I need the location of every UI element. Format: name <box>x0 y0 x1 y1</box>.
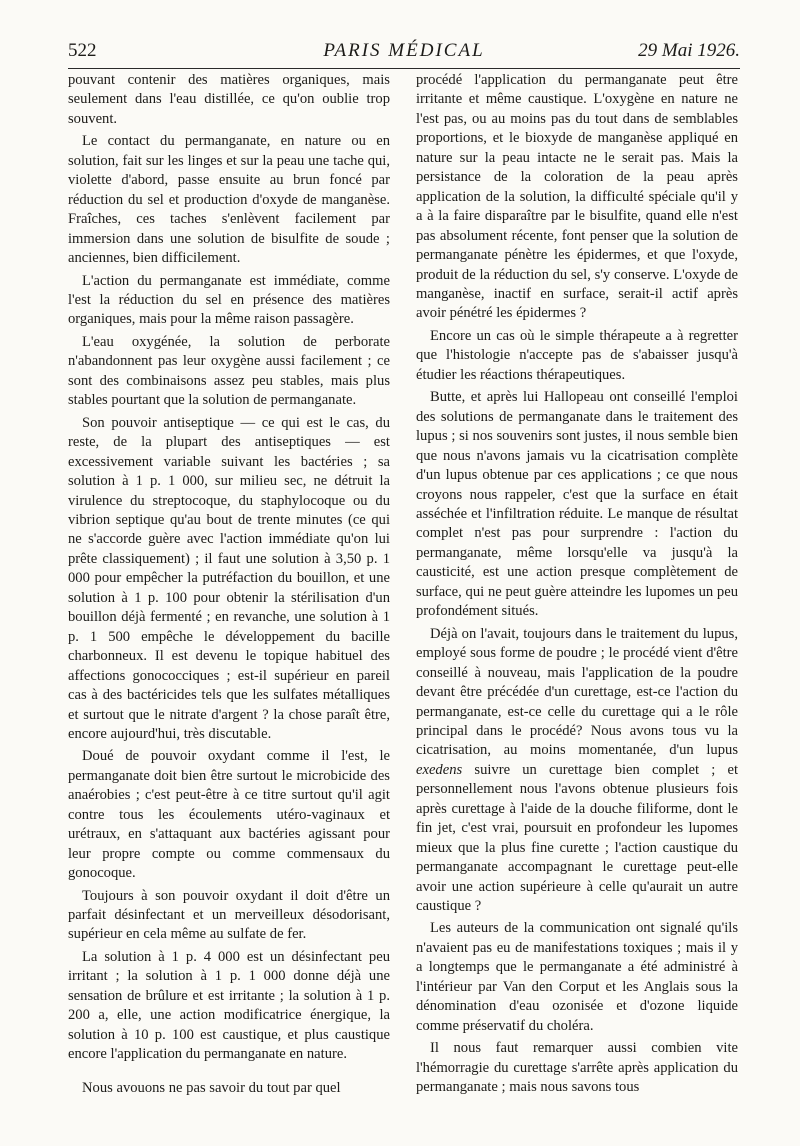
paragraph: Doué de pouvoir oxydant comme il l'est, le permanganate doit bien être surtout le microbicide des anaérobies ; c'est peut-être à ce titre surtout qu'il agit contre tous les écoulements utéro-vaginaux et urétraux, en s'attaquant aux bactéries agissant pour leur propre compte ou comme commensaux du gonocoque. <box>68 748 390 882</box>
paragraph: Butte, et après lui Hallopeau ont conseillé l'emploi des solutions de permanganate dans le traitement des lupus ; si nos souvenirs sont justes, il nous semble bien que nous n'avons jamais vu la cicatrisation complète d'un lupus obtenue par ces applications ; ce que nous croyons nous rappeler, c'est que la surface en était asséchée et l'infiltration réduite. Le manque de résultat complet n'est pas pour surprendre : l'action du permanganate, même lorsqu'elle va jusqu'à la causticité, est une action presque complètement de surface, qui ne peut guère atteindre les lupomes un peu profondément situés. <box>416 389 738 620</box>
paragraph: Nous avouons ne pas savoir du tout par quel <box>82 1079 341 1096</box>
paragraph: pouvant contenir des matières organiques, mais seulement dans l'eau distillée, ce qu'on oublie trop souvent. <box>68 72 390 127</box>
paragraph: L'action du permanganate est immédiate, comme l'est la réduction du sel en présence des matières organiques, mais pour la même raison passagère. <box>68 272 390 328</box>
italic-term: exedens <box>416 761 463 778</box>
paragraph: Le contact du permanganate, en nature ou en solution, fait sur les linges et sur la peau une tache qui, violette d'abord, passe ensuite au brun foncé par réduction du sel et production d'oxyde de manganèse. Fraîches, ces taches s'enlèvent facilement par immersion dans une solution de bisulfite de soude ; anciennes, bien difficilement. <box>68 133 390 267</box>
paragraph: La solution à 1 p. 4 000 est un désinfectant peu irritant ; la solution à 1 p. 1 000 donne déjà une sensation de brûlure et est irritante ; la solution à 1 p. 200 a, elle, une action modificatrice énergique, la solution à 10 p. 100 est caustique, et plus caustique encore l'application du permanganate en nature. <box>68 948 390 1063</box>
left-column <box>68 71 390 1101</box>
paragraph <box>416 625 738 917</box>
paragraph: procédé l'application du permanganate peut être irritante et même caustique. L'oxygène en nature ne l'est pas, ou au moins pas du tout dans de semblables proportions, et le bioxyde de manganèse appliqué en nature sur la peau intacte ne le serait pas. Mais la persistance de la coloration de la peau après application de la solution, la difficulté spéciale qu'il y a à la faire disparaître par le bisulfite, quand elle n'est pas absolument récente, font penser que la solution de permanganate pénètre les épidermes, et que l'oxyde, produit de la réduction du sel, s'y conserve. L'oxyde de manganèse, inactif en surface, serait-il actif après avoir pénétré les épidermes ? <box>416 72 738 322</box>
paragraph: Son pouvoir antiseptique — ce qui est le cas, du reste, de la plupart des antiseptiques — est excessivement variable suivant les bactéries ; sa solution à 1 p. 1 000, sur milieu sec, ne détruit la virulence du streptocoque, du staphylocoque ou du vibrion septique qu'au bout de trente minutes (ce qui ne s'accorde guère avec l'action immédiate qu'on lui prête classiquement) ; il faut une solution à 3,50 p. 1 000 pour empêcher la putréfaction du bouillon, et une solution à 1 p. 100 pour obtenir la stérilisation d'un bouillon déjà fermenté ; en revanche, une solution à 1 p. 1 500 empêche le développement du bacille charbonneux. Il est devenu le topique habituel des affections gonococciques ; est-il supérieur en pareil cas à des bactéricides tels que les sulfates métalliques et surtout que le nitrate d'argent ? la chose paraît être, encore aujourd'hui, très discutable. <box>68 414 390 742</box>
journal-title: PARIS MÉDICAL <box>323 40 485 61</box>
paragraph: Les auteurs de la communication ont signalé qu'ils n'avaient pas eu de manifestations toxiques ; mais il y a longtemps que le permanganate a été administré à l'intérieur par Van den Corput et les Anglais sous la dénomination d'eau ozonisée et d'ozone liquide comme préservatif du choléra. <box>416 920 738 1034</box>
page-number: 522 <box>68 40 97 61</box>
paragraph-text: suivre un curettage bien complet ; et personnellement nous l'avons obtenue plusieurs fois après curettage à l'aide de la douche filiforme, dont le fin jet, c'est vrai, poursuit en profondeur les lupomes mieux que la plus fine curette ; l'action caustique du permanganate accompagnant le curettage peut-elle avoir une action supérieure à celle qu'aurait un autre caustique ? <box>416 761 739 915</box>
right-column <box>416 71 738 1101</box>
paragraph: Il nous faut remarquer aussi combien vite l'hémorragie du curettage s'arrête après application du permanganate ; mais nous savons tous <box>416 1040 738 1096</box>
paragraph: Encore un cas où le simple thérapeute a à regretter que l'histologie n'accepte pas de s'abaisser jusqu'à étudier les réactions thérapeutiques. <box>416 327 738 383</box>
paragraph-text: Déjà on l'avait, toujours dans le traitement du lupus, employé sous forme de poudre ; le procédé vient d'être conseillé à nouveau, mais l'application de la poudre devant être précédée d'un curettage, est-ce l'action du permanganate, est-ce celle du curettage qui a le rôle principal dans le procédé? Nous avons tous vu la cicatrisation, au moins momentanée, d'un lupus <box>416 625 738 759</box>
header-rule <box>68 68 740 69</box>
paragraph: L'eau oxygénée, la solution de perborate n'abandonnent pas leur oxygène aussi facilement ; ce sont des combinaisons assez peu stables, mais plus stables pourtant que la solution de permanganate. <box>68 333 390 409</box>
running-header <box>68 40 740 66</box>
issue-date: 29 Mai 1926. <box>638 40 740 61</box>
paragraph: Toujours à son pouvoir oxydant il doit d'être un parfait désinfectant et un merveilleux désodorisant, supérieur en cela même au sulfate de fer. <box>68 887 390 943</box>
